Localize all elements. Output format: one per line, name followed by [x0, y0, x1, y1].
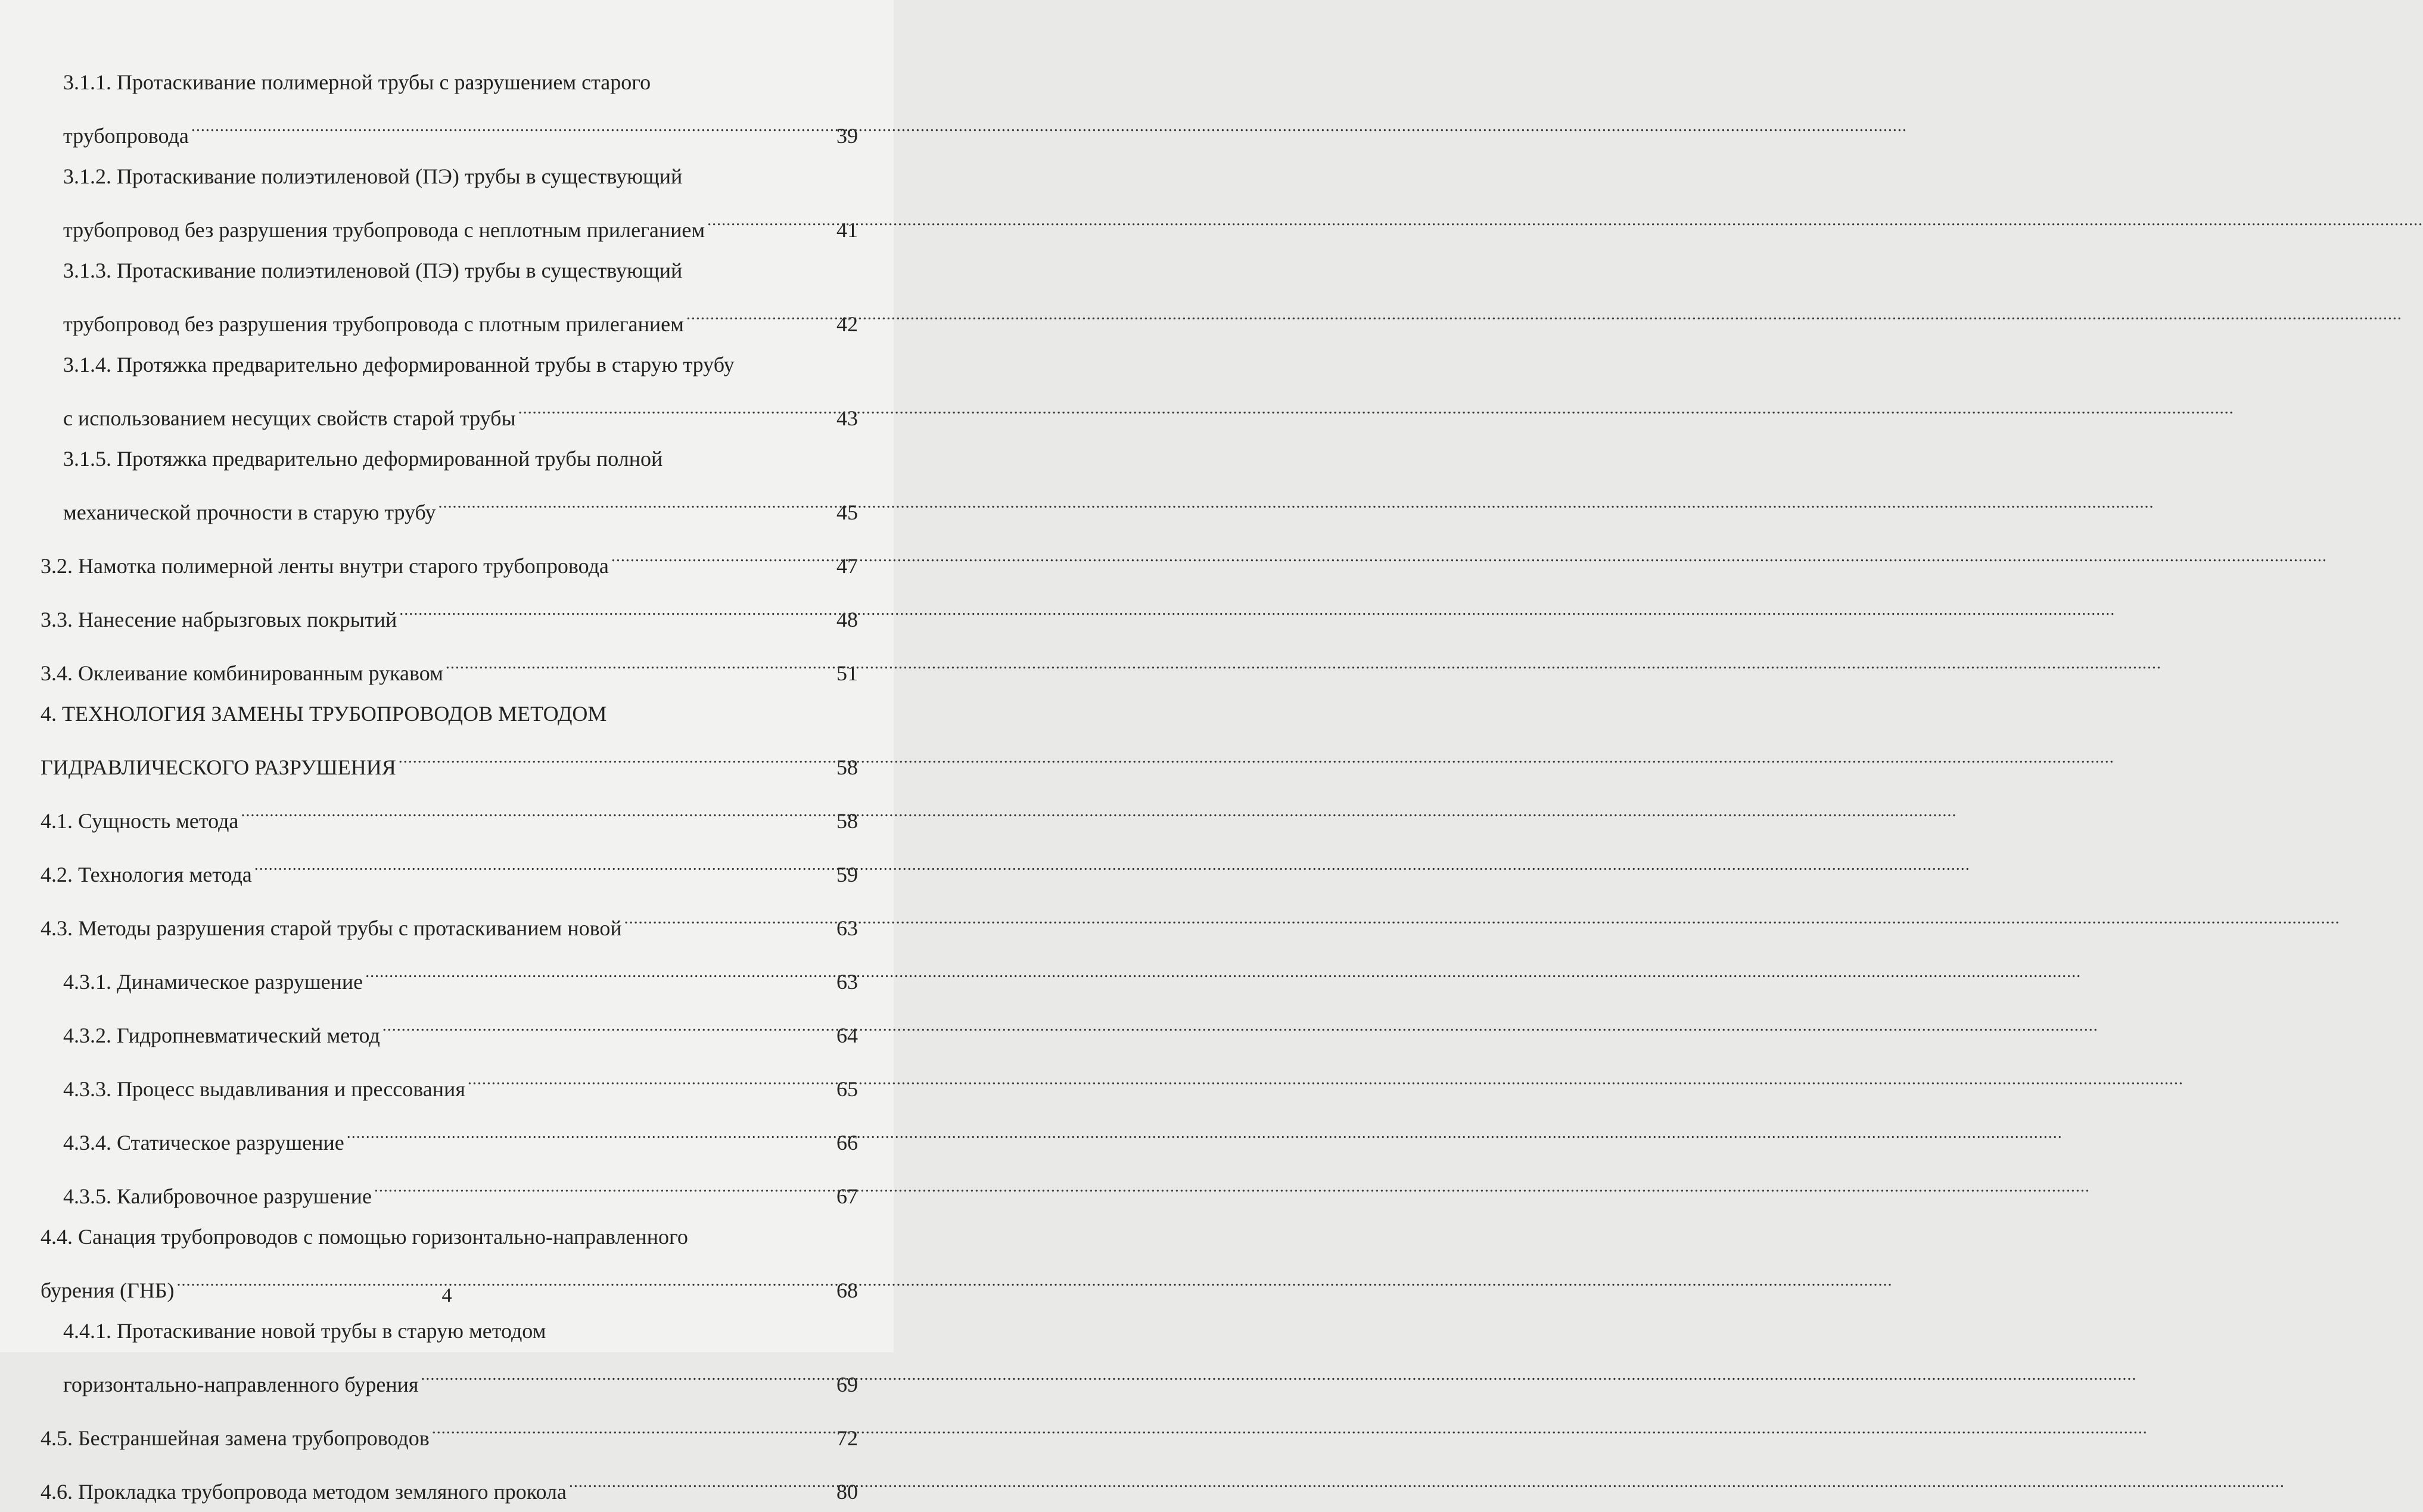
- dot-leader: [382, 1002, 834, 1043]
- toc-entry-page-number: 63: [836, 970, 858, 994]
- dot-leader: [686, 291, 834, 331]
- dot-leader: [241, 788, 834, 828]
- toc-entry: [41, 640, 858, 693]
- toc-entry-page-number: 39: [836, 124, 858, 148]
- toc-entry-title-line: 4. ТЕХНОЛОГИЯ ЗАМЕНЫ ТРУБОПРОВОДОВ МЕТОДОМ: [41, 702, 607, 726]
- toc-entry-title-line: 3.1.1. Протаскивание полимерной трубы с разрушением старого: [63, 70, 651, 94]
- toc-entry-title: трубопровода: [63, 124, 189, 148]
- toc-entry: [41, 1109, 858, 1163]
- toc-entry-last-line: [63, 385, 858, 438]
- toc-entry-last-line: [63, 1351, 858, 1405]
- toc-entry-page-number: 58: [836, 755, 858, 779]
- toc-entry-page-number: 45: [836, 500, 858, 524]
- dot-leader: [518, 385, 834, 425]
- toc-entry-title: 3.3. Нанесение набрызговых покрытий: [41, 608, 397, 631]
- dot-leader: [624, 895, 834, 935]
- toc-entry-title: 4.3.1. Динамическое разрушение: [63, 970, 363, 994]
- toc-entry-title: трубопровод без разрушения трубопровода с плотным прилеганием: [63, 312, 684, 336]
- toc-entry: [41, 841, 858, 895]
- toc-entry: [41, 1405, 858, 1458]
- toc-entry-page-number: 69: [836, 1373, 858, 1396]
- dot-leader: [438, 479, 835, 519]
- toc-entry: [41, 533, 858, 586]
- toc-entry: [41, 1163, 858, 1217]
- toc-entry-title: 4.3.2. Гидропневматический метод: [63, 1023, 380, 1047]
- toc-entry-page-number: 51: [836, 661, 858, 685]
- toc-entry: [41, 1002, 858, 1056]
- toc-entry-title-line: 3.1.4. Протяжка предварительно деформированной трубы в старую трубу: [63, 353, 735, 377]
- toc-entry-last-line: [63, 1163, 858, 1217]
- dot-leader: [399, 734, 834, 774]
- toc-entry-last-line: [41, 640, 858, 693]
- toc-entry: [41, 586, 858, 640]
- dot-leader: [374, 1163, 834, 1203]
- toc-entry-page-number: 64: [836, 1023, 858, 1047]
- toc-entry-title: горизонтально-направленного бурения: [63, 1373, 419, 1396]
- toc-entry-page-number: 72: [836, 1426, 858, 1450]
- dot-leader: [421, 1351, 834, 1392]
- dot-leader: [446, 640, 834, 680]
- toc-entry-title: 4.3. Методы разрушения старой трубы с протаскиванием новой: [41, 916, 622, 940]
- toc-entry: [41, 156, 858, 250]
- toc-entry-last-line: [41, 1458, 858, 1512]
- document-page: [0, 0, 894, 1504]
- toc-entry: [41, 1311, 858, 1405]
- toc-entry-title: 3.2. Намотка полимерной ленты внутри старого трубопровода: [41, 554, 609, 578]
- toc-entry-title: 4.3.4. Статическое разрушение: [63, 1131, 344, 1155]
- dot-leader: [365, 948, 834, 989]
- toc-entry-last-line: [63, 102, 858, 156]
- toc-entry-last-line: [63, 948, 858, 1002]
- toc-entry-last-line: [41, 586, 858, 640]
- toc-entry-title: трубопровод без разрушения трубопровода с неплотным прилеганием: [63, 218, 705, 242]
- toc-entry-page-number: 48: [836, 608, 858, 631]
- toc-entry-last-line: [63, 1056, 858, 1109]
- toc-entry-title: 3.4. Оклеивание комбинированным рукавом: [41, 661, 443, 685]
- toc-entry-page-number: 47: [836, 554, 858, 578]
- toc-entry-title-line: 3.1.5. Протяжка предварительно деформированной трубы полной: [63, 447, 663, 471]
- toc-entry-last-line: [41, 734, 858, 788]
- toc-entry: [41, 788, 858, 841]
- dot-leader: [707, 197, 834, 237]
- toc-entry-last-line: [41, 841, 858, 895]
- toc-entry-page-number: 66: [836, 1131, 858, 1155]
- toc-entry-last-line: [41, 895, 858, 948]
- toc-entry-last-line: [41, 788, 858, 841]
- toc-entry: [41, 1056, 858, 1109]
- dot-leader: [468, 1056, 834, 1096]
- toc-entry-title: с использованием несущих свойств старой трубы: [63, 406, 516, 430]
- toc-entry-title: 4.3.3. Процесс выдавливания и прессования: [63, 1077, 465, 1101]
- toc-entry-last-line: [41, 1405, 858, 1458]
- toc-entry-last-line: [63, 197, 858, 250]
- toc-entry-last-line: [63, 1002, 858, 1056]
- dot-leader: [254, 841, 834, 882]
- toc-entry-page-number: 65: [836, 1077, 858, 1101]
- toc-entry-last-line: [41, 533, 858, 586]
- toc-entry-page-number: 59: [836, 863, 858, 886]
- toc-entry-last-line: [63, 291, 858, 344]
- toc-entry-title: 4.2. Технология метода: [41, 863, 252, 886]
- toc-entry-last-line: [63, 479, 858, 533]
- toc-entry: [41, 250, 858, 344]
- toc-entry-page-number: 41: [836, 218, 858, 242]
- toc-entry-title-line: 4.4.1. Протаскивание новой трубы в старую методом: [63, 1319, 546, 1343]
- dot-leader: [569, 1458, 834, 1499]
- toc-entry-title: 4.5. Бестраншейная замена трубопроводов: [41, 1426, 430, 1450]
- page-number: 4: [441, 1284, 452, 1306]
- toc-entry: [41, 62, 858, 156]
- dot-leader: [399, 586, 834, 627]
- toc-entry: [41, 1458, 858, 1512]
- toc-entry: [41, 344, 858, 438]
- toc-entry-page-number: 80: [836, 1480, 858, 1504]
- toc-entry-title: ГИДРАВЛИЧЕСКОГО РАЗРУШЕНИЯ: [41, 755, 396, 779]
- toc-entry-page-number: 63: [836, 916, 858, 940]
- dot-leader: [347, 1109, 834, 1150]
- toc-entry-page-number: 42: [836, 312, 858, 336]
- toc-entry-page-number: 43: [836, 406, 858, 430]
- dot-leader: [191, 102, 834, 143]
- toc-entry-title: 4.3.5. Калибровочное разрушение: [63, 1184, 372, 1208]
- toc-entry-title-line: 4.4. Санация трубопроводов с помощью горизонтально-направленного: [41, 1225, 688, 1249]
- toc-entry: [41, 948, 858, 1002]
- toc-entry-page-number: 67: [836, 1184, 858, 1208]
- dot-leader: [432, 1405, 834, 1445]
- toc-entry-last-line: [63, 1109, 858, 1163]
- toc-entry-title: 4.1. Сущность метода: [41, 809, 239, 833]
- toc-entry-page-number: 58: [836, 809, 858, 833]
- toc-entry-title: бурения (ГНБ): [41, 1278, 175, 1302]
- toc-entry-title-line: 3.1.3. Протаскивание полиэтиленовой (ПЭ) трубы в существующий: [63, 259, 683, 282]
- toc-entry: [41, 895, 858, 948]
- toc-entry-title-line: 3.1.2. Протаскивание полиэтиленовой (ПЭ) трубы в существующий: [63, 164, 683, 188]
- toc-entry: [41, 438, 858, 533]
- toc-entry-title: механической прочности в старую трубу: [63, 500, 436, 524]
- toc-entry: [41, 693, 858, 788]
- toc-entry-page-number: 68: [836, 1278, 858, 1302]
- dot-leader: [611, 533, 834, 573]
- toc-entry-title: 4.6. Прокладка трубопровода методом земляного прокола: [41, 1480, 567, 1504]
